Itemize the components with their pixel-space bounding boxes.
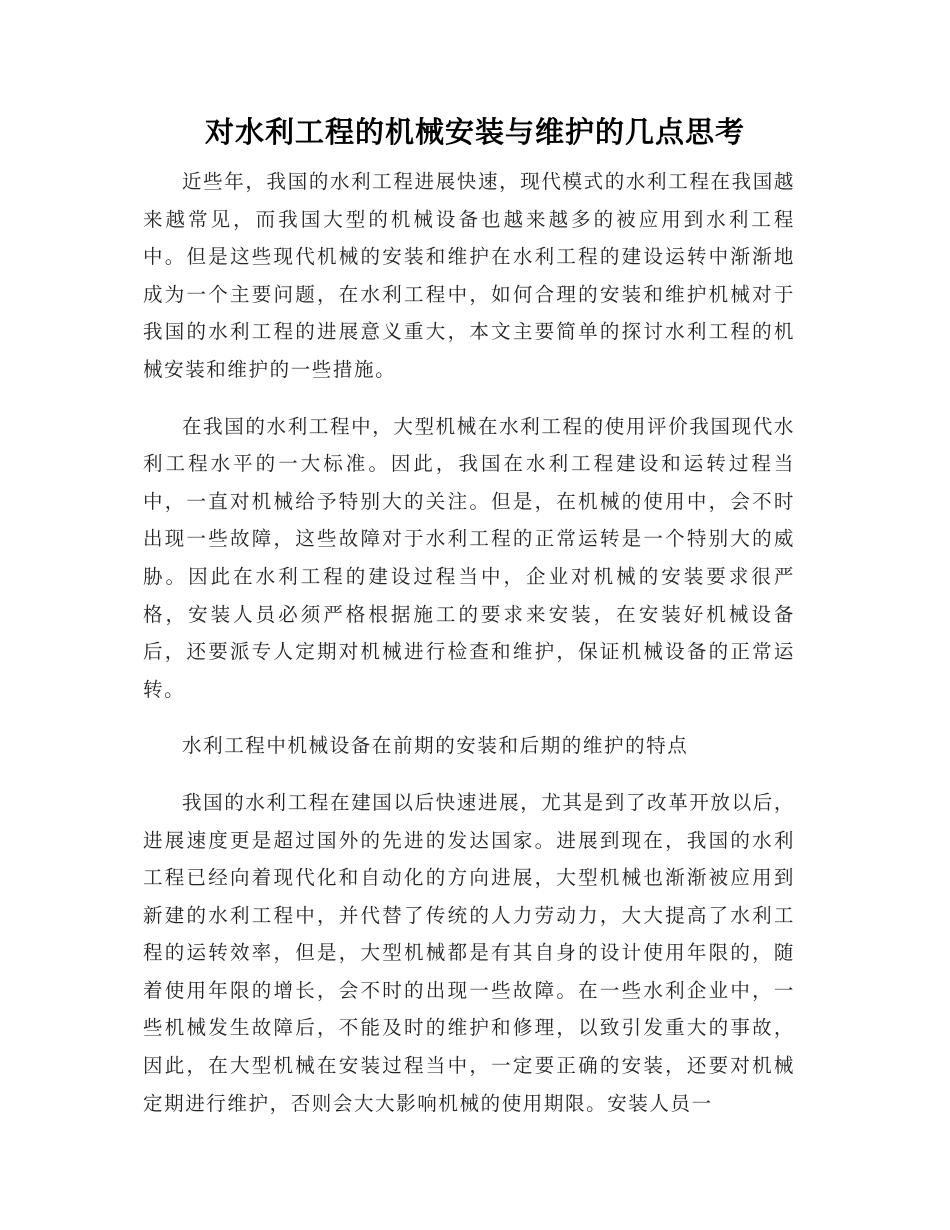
section-heading-characteristics: 水利工程中机械设备在前期的安装和后期的维护的特点 [182, 734, 689, 758]
document-body [143, 163, 795, 1141]
paragraph-machinery-importance: 在我国的水利工程中，大型机械在水利工程的使用评价我国现代水利工程水平的一大标准。因此，我国在水利工程建设和运转过程当中，一直对机械给予特别大的关注。但是，在机械的使用中，会不时出现一些故障，这些故障对于水利工程的正常运转是一个特别大的威胁。因此在水利工程的建设过程当中，企业对机械的安装要求很严格，安装人员必须严格根据施工的要求来安装，在安装好机械设备后，还要派专人定期对机械进行检查和维护，保证机械设备的正常运转。 [143, 414, 795, 701]
paragraph-development: 我国的水利工程在建国以后快速进展，尤其是到了改革开放以后，进展速度更是超过国外的先进的发达国家。进展到现在，我国的水利工程已经向着现代化和自动化的方向进展，大型机械也渐渐被应用到新建的水利工程中，并代替了传统的人力劳动力，大大提高了水利工程的运转效率，但是，大型机械都是有其自身的设计使用年限的，随着使用年限的增长，会不时的出现一些故障。在一些水利企业中，一些机械发生故障后，不能及时的维护和修理，以致引发重大的事故，因此，在大型机械在安装过程当中，一定要正确的安装，还要对机械定期进行维护，否则会大大影响机械的使用期限。安装人员一 [143, 790, 795, 1115]
paragraph-intro: 近些年，我国的水利工程进展快速，现代模式的水利工程在我国越来越常见，而我国大型的机械设备也越来越多的被应用到水利工程中。但是这些现代机械的安装和维护在水利工程的建设运转中渐渐地成为一个主要问题，在水利工程中，如何合理的安装和维护机械对于我国的水利工程的进展意义重大，本文主要简单的探讨水利工程的机械安装和维护的一些措施。 [143, 170, 795, 381]
document-title: 对水利工程的机械安装与维护的几点思考 [204, 115, 745, 149]
